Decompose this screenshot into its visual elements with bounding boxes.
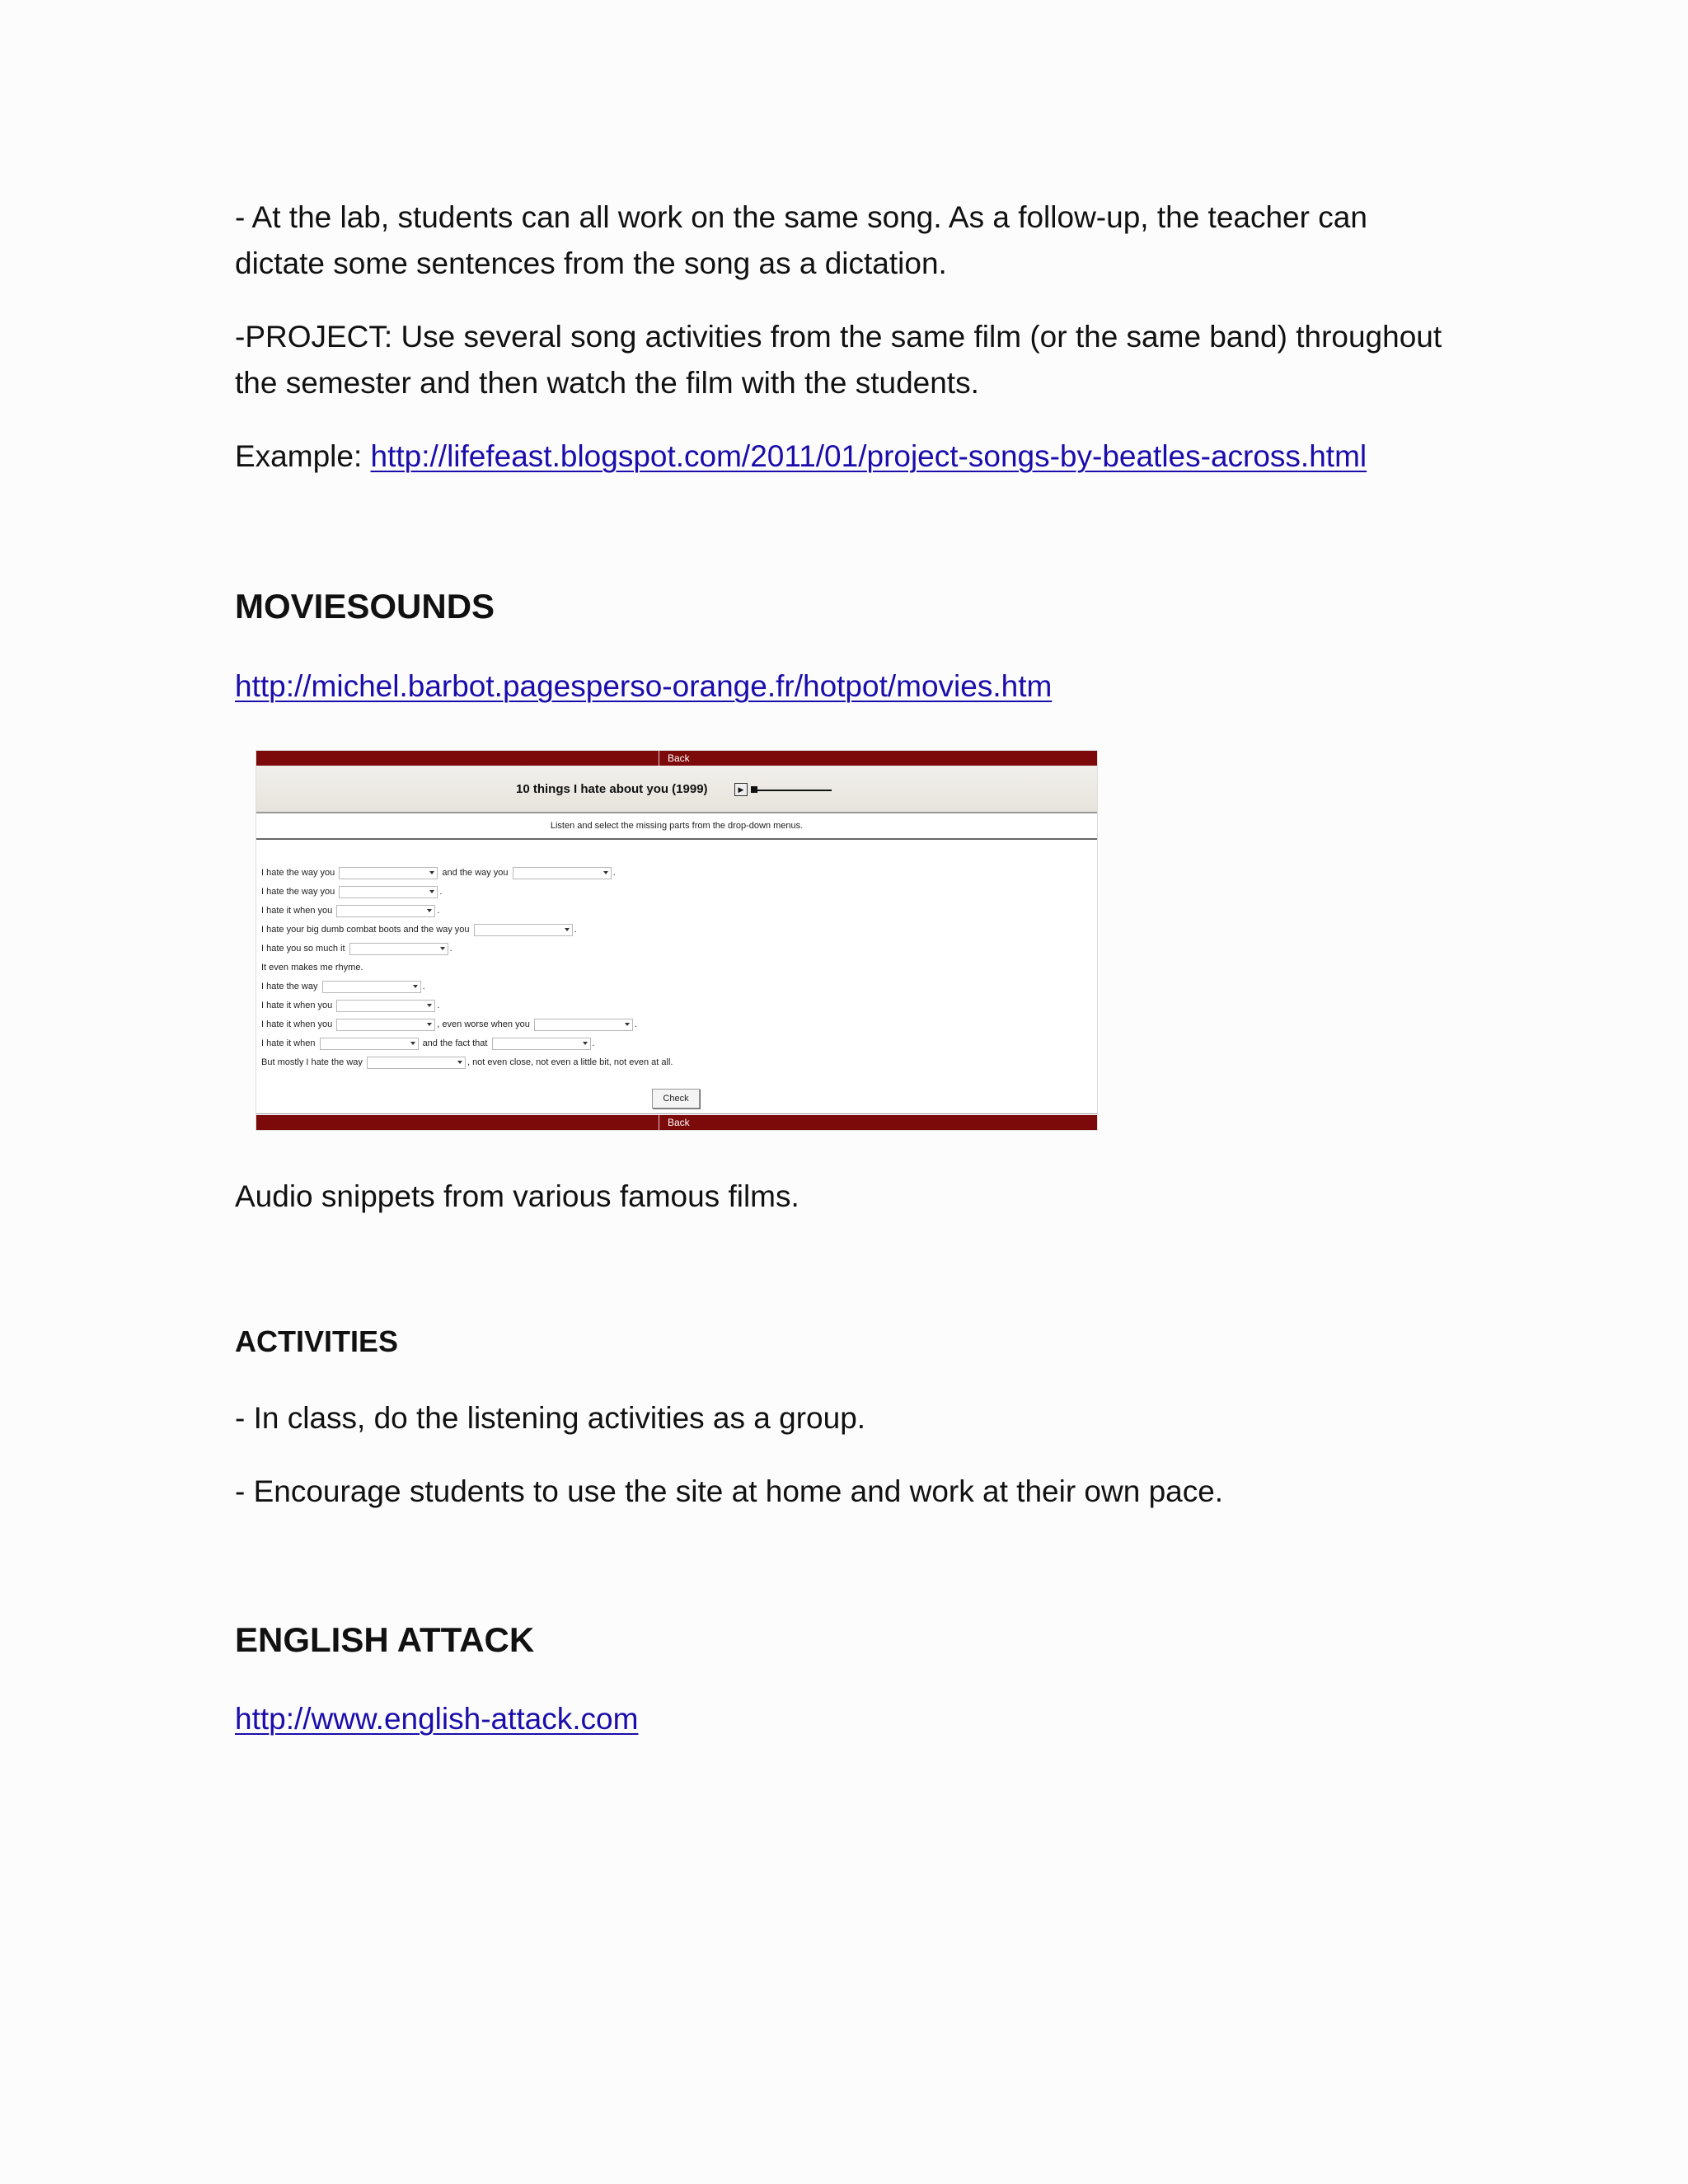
lyric-text: I hate it when you bbox=[261, 1001, 333, 1010]
lyric-text: . bbox=[439, 887, 443, 897]
example-label: Example: bbox=[235, 439, 371, 473]
answer-dropdown[interactable] bbox=[320, 1038, 419, 1050]
lyric-text: . bbox=[437, 906, 440, 916]
answer-dropdown[interactable] bbox=[336, 1000, 435, 1012]
lyric-line-7 bbox=[261, 980, 425, 993]
divider bbox=[256, 1113, 1097, 1114]
answer-dropdown[interactable] bbox=[534, 1019, 633, 1031]
answer-dropdown[interactable] bbox=[492, 1038, 591, 1050]
back-button-top[interactable]: Back bbox=[659, 751, 698, 766]
stop-icon[interactable] bbox=[751, 786, 757, 793]
answer-dropdown[interactable] bbox=[339, 867, 438, 879]
lyric-line-10 bbox=[261, 1037, 595, 1050]
lyric-line-2 bbox=[261, 885, 442, 898]
exercise-title: 10 things I hate about you (1999) bbox=[516, 782, 708, 796]
answer-dropdown[interactable] bbox=[474, 924, 573, 936]
lyric-line-4 bbox=[261, 923, 577, 936]
check-button[interactable]: Check bbox=[652, 1089, 700, 1108]
lyric-text: I hate the way you bbox=[261, 887, 335, 897]
lyric-text: I hate you so much it bbox=[261, 944, 345, 954]
lyric-text: It even makes me rhyme. bbox=[261, 963, 363, 972]
instructions: Listen and select the missing parts from the drop-down menus. bbox=[256, 813, 1097, 840]
exercise-title-bar bbox=[256, 766, 1097, 813]
moviesounds-heading: MOVIESOUNDS bbox=[235, 587, 495, 626]
lyric-text: and the way you bbox=[442, 868, 509, 878]
answer-dropdown[interactable] bbox=[339, 886, 438, 898]
audio-player[interactable] bbox=[734, 783, 833, 796]
answer-dropdown[interactable] bbox=[513, 867, 612, 879]
lyric-text: and the fact that bbox=[422, 1038, 488, 1048]
bottom-nav-bar bbox=[256, 1115, 1097, 1130]
answer-dropdown[interactable] bbox=[349, 943, 448, 955]
lyric-text: . bbox=[592, 1038, 595, 1048]
answer-dropdown[interactable] bbox=[336, 1019, 435, 1031]
lyric-text: , not even close, not even a little bit, not even at all. bbox=[467, 1057, 673, 1067]
lyric-text: . bbox=[449, 944, 452, 954]
example-link[interactable]: http://lifefeast.blogspot.com/2011/01/project-songs-by-beatles-across.html bbox=[370, 439, 1367, 473]
lab-paragraph-line1: - At the lab, students can all work on the same song. As a follow-up, the teacher can bbox=[235, 200, 1367, 234]
lyric-line-11 bbox=[261, 1056, 673, 1069]
lyric-text: I hate the way bbox=[261, 982, 318, 991]
lyric-text: . bbox=[634, 1019, 637, 1029]
english-attack-link[interactable]: http://www.english-attack.com bbox=[235, 1702, 639, 1736]
lyric-line-8 bbox=[261, 999, 439, 1012]
moviesounds-link[interactable]: http://michel.barbot.pagesperso-orange.fr/hotpot/movies.htm bbox=[235, 669, 1053, 703]
lyric-line-1 bbox=[261, 866, 616, 879]
back-button-bottom[interactable]: Back bbox=[659, 1115, 698, 1130]
project-paragraph-line2: the semester and then watch the film with the students. bbox=[235, 366, 979, 400]
activities-heading: ACTIVITIES bbox=[235, 1324, 399, 1358]
progress-track[interactable] bbox=[757, 790, 832, 791]
activity-item-2: - Encourage students to use the site at home and work at their own pace. bbox=[235, 1474, 1224, 1508]
lyric-text: I hate it when you bbox=[261, 906, 333, 916]
top-nav-bar bbox=[256, 751, 1097, 766]
play-icon[interactable]: ▶ bbox=[734, 783, 748, 796]
lyric-text: . bbox=[574, 925, 577, 935]
lyric-text: . bbox=[612, 868, 616, 878]
answer-dropdown[interactable] bbox=[367, 1057, 466, 1069]
lyric-text: I hate your big dumb combat boots and the way you bbox=[261, 925, 470, 935]
lyric-text: , even worse when you bbox=[437, 1019, 530, 1029]
lyric-line-3 bbox=[261, 904, 439, 917]
answer-dropdown[interactable] bbox=[336, 905, 435, 917]
lyric-text: . bbox=[437, 1001, 440, 1010]
lyric-line-6 bbox=[261, 961, 363, 974]
lyric-line-9 bbox=[261, 1018, 637, 1031]
lab-paragraph-line2: dictate some sentences from the song as a dictation. bbox=[235, 246, 947, 280]
moviesounds-link-line bbox=[235, 663, 1052, 710]
english-attack-heading: ENGLISH ATTACK bbox=[235, 1620, 535, 1659]
lyric-text: . bbox=[422, 982, 425, 991]
lyric-line-5 bbox=[261, 942, 452, 955]
moviesounds-screenshot bbox=[256, 750, 1098, 1131]
lyric-text: I hate it when bbox=[261, 1038, 316, 1048]
answer-dropdown[interactable] bbox=[322, 981, 421, 993]
lyric-text: I hate the way you bbox=[261, 868, 335, 878]
english-attack-link-line bbox=[235, 1696, 638, 1742]
lyric-text: I hate it when you bbox=[261, 1019, 333, 1029]
lyric-text: But mostly I hate the way bbox=[261, 1057, 363, 1067]
moviesounds-description: Audio snippets from various famous films. bbox=[235, 1179, 799, 1213]
example-line bbox=[235, 434, 1367, 480]
project-paragraph-line1: -PROJECT: Use several song activities from the same film (or the same band) throughout bbox=[235, 320, 1442, 354]
activity-item-1: - In class, do the listening activities as a group. bbox=[235, 1401, 866, 1435]
